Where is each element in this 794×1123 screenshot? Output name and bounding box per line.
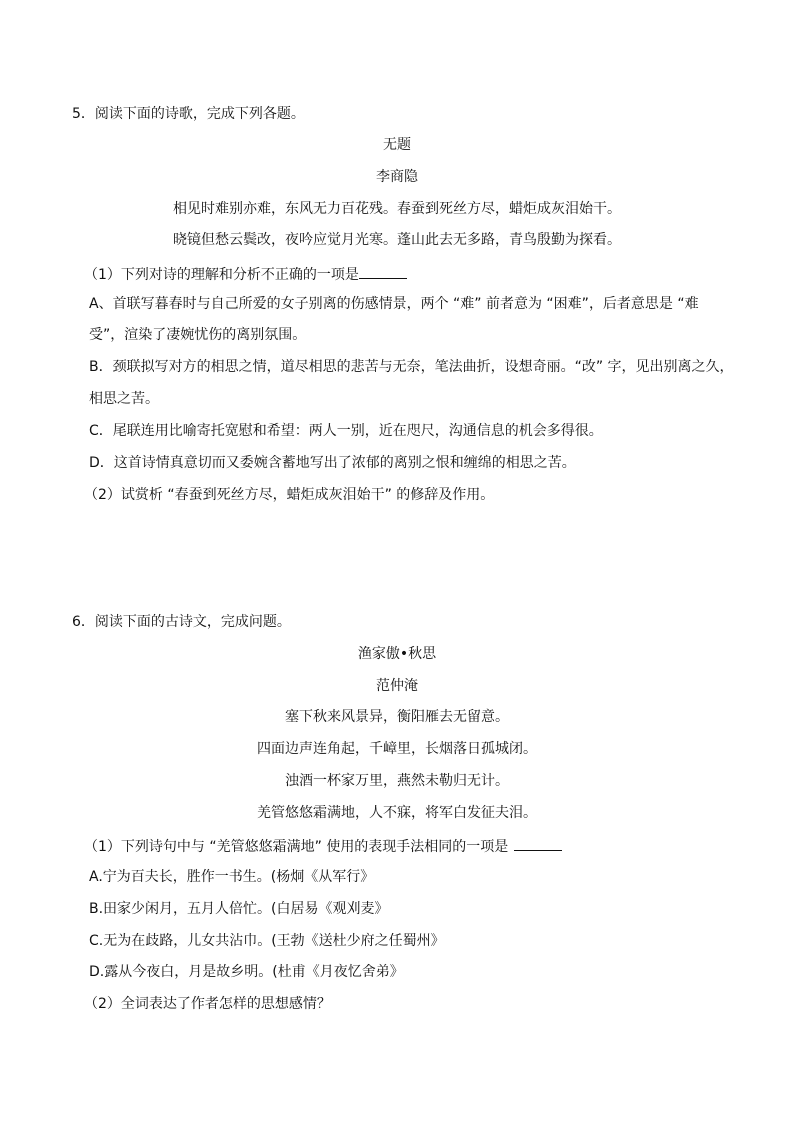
q6-sub2: （2）全词表达了作者怎样的思想感情？: [84, 996, 331, 1012]
q6-sub1-blank[interactable]: [514, 836, 562, 851]
q6-option-b: B.田家少闲月，五月人倍忙。(白居易《观刈麦》: [89, 901, 389, 917]
q5-sub2: （2）试赏析 “春蚕到死丝方尽，蜡炬成灰泪始干” 的修辞及作用。: [84, 487, 495, 503]
q5-sub1-row: [84, 264, 407, 284]
q5-option-d: D．这首诗情真意切而又委婉含蓄地写出了浓郁的离别之恨和缠绵的相思之苦。: [89, 455, 576, 471]
q6-poem-line-2: 四面边声连角起，千嶂里，长烟落日孤城闭。: [257, 741, 537, 757]
q5-poem-title: 无题: [383, 137, 411, 153]
q5-stem: 5．阅读下面的诗歌，完成下列各题。: [72, 106, 305, 122]
q6-option-c: C.无为在歧路，儿女共沾巾。(王勃《送杜少府之任蜀州》: [89, 933, 445, 949]
q6-sub1-row: [84, 836, 562, 856]
q6-option-d: D.露从今夜白，月是故乡明。(杜甫《月夜忆舍弟》: [89, 964, 404, 980]
q6-poem-line-3: 浊酒一杯家万里，燕然未勒归无计。: [285, 773, 509, 789]
q5-sub1-blank[interactable]: [359, 264, 407, 279]
q6-sub1-text: （1）下列诗句中与 “羌管悠悠霜满地” 使用的表现手法相同的一项是: [84, 839, 509, 855]
q5-option-a-line-2: 受”，渲染了凄婉忧伤的离别氛围。: [89, 327, 307, 343]
q5-poem-author: 李商隐: [376, 169, 418, 185]
q6-poem-line-4: 羌管悠悠霜满地，人不寐，将军白发征夫泪。: [257, 805, 537, 821]
q5-option-b-line-2: 相思之苦。: [89, 391, 159, 407]
q6-poem-title: 渔家傲•秋思: [357, 646, 437, 662]
q6-poem-line-1: 塞下秋来风景异，衡阳雁去无留意。: [285, 709, 509, 725]
q5-option-b-line-1: B．颈联拟写对方的相思之情，道尽相思的悲苦与无奈，笔法曲折，设想奇丽。“改” 字，见出别离之久，: [89, 359, 734, 375]
q6-poem-author: 范仲淹: [376, 678, 418, 694]
q5-poem-line-2: 晓镜但愁云鬓改，夜吟应觉月光寒。蓬山此去无多路，青鸟殷勤为探看。: [173, 232, 621, 248]
q5-sub1-text: （1）下列对诗的理解和分析不正确的一项是: [84, 267, 359, 283]
q6-stem: 6．阅读下面的古诗文，完成问题。: [72, 614, 291, 630]
q5-poem-line-1: 相见时难别亦难，东风无力百花残。春蚕到死丝方尽，蜡炬成灰泪始干。: [173, 201, 621, 217]
q5-option-c: C．尾联连用比喻寄托宽慰和希望：两人一别，近在咫尺，沟通信息的机会多得很。: [89, 423, 603, 439]
q5-option-a-line-1: A、首联写暮春时与自己所爱的女子别离的伤感情景，两个 “难” 前者意为 “困难”，后者意思是 “难: [89, 296, 699, 312]
q6-option-a: A.宁为百夫长，胜作一书生。(杨炯《从军行》: [89, 869, 375, 885]
